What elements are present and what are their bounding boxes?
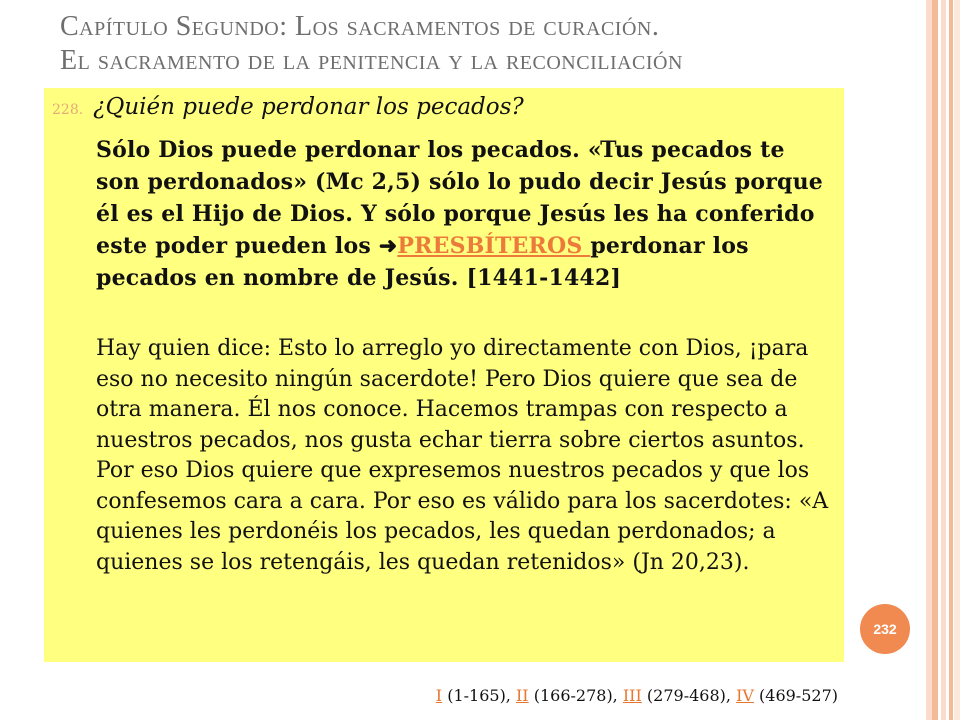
question-number: 228. xyxy=(52,102,84,118)
footer-link-III[interactable]: III xyxy=(622,686,642,705)
decorative-stripe-3 xyxy=(941,0,946,720)
slide-title-line2: El sacramento de la penitencia y la reconciliación xyxy=(60,45,683,76)
decorative-stripe-5 xyxy=(954,0,960,720)
footer-range-III: (279-468), xyxy=(641,686,737,705)
slide-title xyxy=(60,10,900,78)
answer-summary xyxy=(96,134,836,294)
footer-range-II: (166-278), xyxy=(528,686,623,705)
question xyxy=(52,94,832,120)
decorative-stripe-4 xyxy=(949,0,953,720)
slide-title-line1: Capítulo Segundo: Los sacramentos de curación. xyxy=(60,11,660,42)
answer-summary-part2: perdonar los pecados en nombre de Jesús. [1441-1442] xyxy=(96,233,749,291)
footer-link-IV[interactable]: IV xyxy=(736,686,754,705)
presbiteros-link[interactable]: PRESBÍTEROS xyxy=(397,233,591,259)
footer-navigation xyxy=(436,686,838,705)
question-text: ¿Quién puede perdonar los pecados? xyxy=(93,94,524,120)
footer-link-II[interactable]: II xyxy=(515,686,529,705)
arrow-right-icon: ➜ xyxy=(378,233,398,259)
answer-summary-part1: Sólo Dios puede perdonar los pecados. «Tus pecados te son perdonados» (Mc 2,5) sólo lo pudo decir Jesús porque él es el Hijo de Dios. Y sólo porque Jesús les ha conferido este poder pueden los xyxy=(96,137,823,259)
page-number-badge xyxy=(860,604,910,654)
page-number: 232 xyxy=(873,621,897,637)
answer-body: Hay quien dice: Esto lo arreglo yo directamente con Dios, ¡para eso no necesito ningún sacerdote! Pero Dios quiere que sea de otra manera. Él nos conoce. Hacemos trampas con respecto a nuestros pecados, nos gusta echar tierra sobre ciertos asuntos. Por eso Dios quiere que expresemos nuestros pecados y que los confesemos cara a cara. Por eso es válido para los sacerdotes: «A quienes les perdonéis los pecados, les quedan perdonados; a quienes se los retengáis, les quedan retenidos» (Jn 20,23). xyxy=(96,336,829,575)
decorative-stripe-2 xyxy=(932,0,938,720)
footer-range-I: (1-165), xyxy=(442,686,516,705)
footer-range-IV: (469-527) xyxy=(753,686,838,705)
footer-link-I[interactable]: I xyxy=(435,686,443,705)
